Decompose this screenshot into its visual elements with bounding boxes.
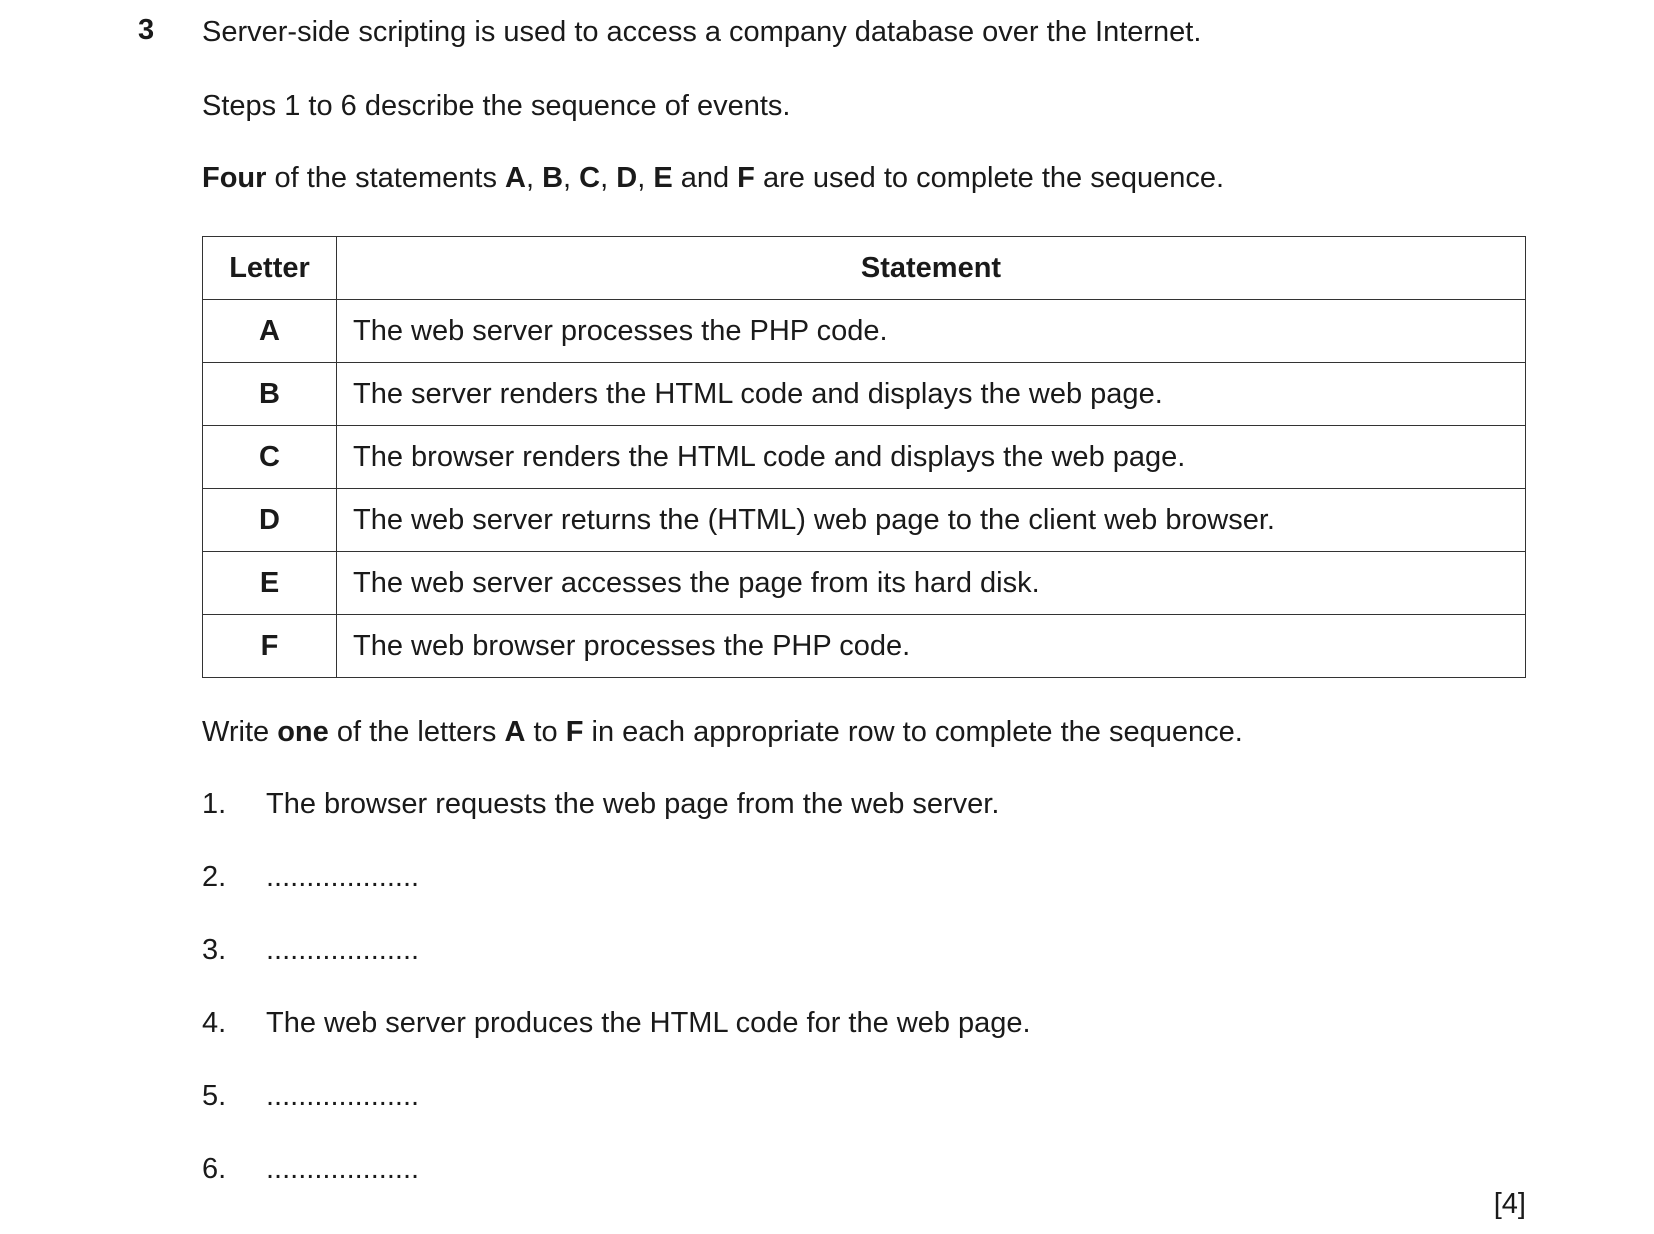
instr-seg: ,	[525, 162, 543, 194]
instr-seg: Four	[202, 162, 267, 194]
instr-seg: are used to complete the sequence.	[754, 162, 1225, 194]
instr-seg: and	[672, 162, 738, 194]
write-seg: one	[277, 716, 329, 748]
header-statement: Statement	[337, 237, 1526, 300]
row-statement: The web server returns the (HTML) web page to the client web browser.	[337, 489, 1526, 552]
instr-seg: D	[616, 162, 638, 194]
row-statement: The web browser processes the PHP code.	[337, 615, 1526, 678]
step-1	[202, 786, 999, 822]
write-seg: A	[504, 716, 526, 748]
row-letter: D	[203, 489, 337, 552]
row-letter: A	[203, 300, 337, 363]
step-number: 1.	[202, 788, 227, 820]
table-row	[203, 552, 1526, 615]
row-letter: E	[203, 552, 337, 615]
instr-seg: of the statements	[266, 162, 506, 194]
write-seg: F	[565, 716, 584, 748]
table-row	[203, 489, 1526, 552]
instr-seg: A	[505, 162, 526, 194]
instr-seg: B	[542, 162, 564, 194]
step-number: 3.	[202, 934, 227, 966]
marks: [4]	[1493, 1188, 1526, 1220]
write-seg: of the letters	[328, 716, 505, 748]
step-number: 5.	[202, 1080, 227, 1112]
write-seg: to	[525, 716, 566, 748]
step-answer-blank[interactable]: ...................	[266, 1153, 420, 1185]
step-3	[202, 932, 419, 968]
table-row	[203, 363, 1526, 426]
statements-table	[202, 236, 1526, 678]
row-letter: F	[203, 615, 337, 678]
instr-seg: E	[653, 162, 673, 194]
statement-instruction	[202, 160, 1224, 196]
steps-intro: Steps 1 to 6 describe the sequence of events.	[202, 90, 791, 122]
header-letter: Letter	[203, 237, 337, 300]
row-statement: The browser renders the HTML code and displays the web page.	[337, 426, 1526, 489]
row-statement: The server renders the HTML code and displays the web page.	[337, 363, 1526, 426]
step-answer-blank[interactable]: ...................	[266, 861, 420, 893]
step-4	[202, 1005, 1031, 1041]
step-6	[202, 1151, 419, 1187]
step-text: The browser requests the web page from the web server.	[266, 788, 1000, 820]
row-statement: The web server processes the PHP code.	[337, 300, 1526, 363]
instr-seg: ,	[637, 162, 654, 194]
question-intro: Server-side scripting is used to access a company database over the Internet.	[202, 16, 1202, 48]
row-letter: B	[203, 363, 337, 426]
row-statement: The web server accesses the page from its hard disk.	[337, 552, 1526, 615]
instr-seg: ,	[600, 162, 617, 194]
step-answer-blank[interactable]: ...................	[266, 1080, 420, 1112]
write-seg: in each appropriate row to complete the sequence.	[583, 716, 1243, 748]
instr-seg: C	[579, 162, 601, 194]
step-text: The web server produces the HTML code for the web page.	[266, 1007, 1031, 1039]
question-number: 3	[138, 14, 155, 46]
step-answer-blank[interactable]: ...................	[266, 934, 420, 966]
table-row	[203, 300, 1526, 363]
step-5	[202, 1078, 419, 1114]
step-2	[202, 859, 419, 895]
row-letter: C	[203, 426, 337, 489]
write-instruction	[202, 714, 1243, 750]
table-row	[203, 615, 1526, 678]
table-row	[203, 426, 1526, 489]
step-number: 4.	[202, 1007, 227, 1039]
step-number: 2.	[202, 861, 227, 893]
table-header-row	[203, 237, 1526, 300]
instr-seg: ,	[563, 162, 580, 194]
step-number: 6.	[202, 1153, 227, 1185]
write-seg: Write	[202, 716, 278, 748]
instr-seg: F	[737, 162, 755, 194]
